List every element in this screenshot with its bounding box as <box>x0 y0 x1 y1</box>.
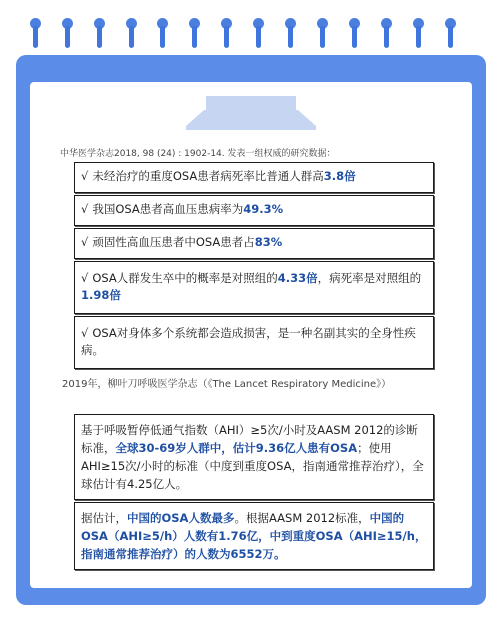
check-icon: √ <box>81 271 89 285</box>
binder-ring-icon <box>93 18 107 52</box>
binder-ring-icon <box>156 18 170 52</box>
binder-ring-icon <box>412 18 426 52</box>
source-citation-1: 中华医学杂志2018, 98 (24) : 1902-14. 发表一组权威的研究数据： <box>60 149 336 159</box>
paragraph-china: 据估计，中国的OSA人数最多。根据AASM 2012标准，中国的OSA（AHI≥5/h）人数有1.76亿，中到重度OSA（AHI≥15/h，指南通常推荐治疗）的人数为6552万。 <box>74 502 434 570</box>
fact-item: √ 我国OSA患者高血压患病率为49.3% <box>74 195 434 226</box>
paper-tab-decoration <box>186 96 316 126</box>
fact-item: √ OSA人群发生卒中的概率是对照组的4.33倍，病死率是对照组的1.98倍 <box>74 261 434 314</box>
check-icon: √ <box>81 235 89 249</box>
fact-item: √ 未经治疗的重度OSA患者病死率比普通人群高3.8倍 <box>74 162 434 193</box>
facts-list <box>74 162 434 371</box>
binder-ring-icon <box>444 18 458 52</box>
binder-ring-icon <box>380 18 394 52</box>
binder-ring-icon <box>125 18 139 52</box>
check-icon: √ <box>81 169 89 183</box>
source-citation-2: 2019年，柳叶刀呼吸医学杂志（《The Lancet Respiratory Medicine》） <box>62 379 392 390</box>
binder-ring-icon <box>29 18 43 52</box>
binder-ring-icon <box>61 18 75 52</box>
paragraph-global: 基于呼吸暂停低通气指数（AHI）≥5次/小时及AASM 2012的诊断标准，全球30-69岁人群中，估计9.36亿人患有OSA；使用AHI≥15次/小时的标准（中度到重度OSA，指南通常推荐治疗），全球估计有4.25亿人。 <box>74 414 434 500</box>
check-icon: √ <box>81 326 89 340</box>
fact-item: √ OSA对身体多个系统都会造成损害，是一种名副其实的全身性疾病。 <box>74 316 434 369</box>
check-icon: √ <box>81 202 89 216</box>
study-paragraphs <box>74 414 434 572</box>
binder-ring-icon <box>284 18 298 52</box>
fact-item: √ 顽固性高血压患者中OSA患者占83% <box>74 228 434 259</box>
binder-ring-icon <box>316 18 330 52</box>
binder-ring-icon <box>348 18 362 52</box>
binder-ring-icon <box>220 18 234 52</box>
binder-ring-icon <box>188 18 202 52</box>
binder-ring-icon <box>252 18 266 52</box>
